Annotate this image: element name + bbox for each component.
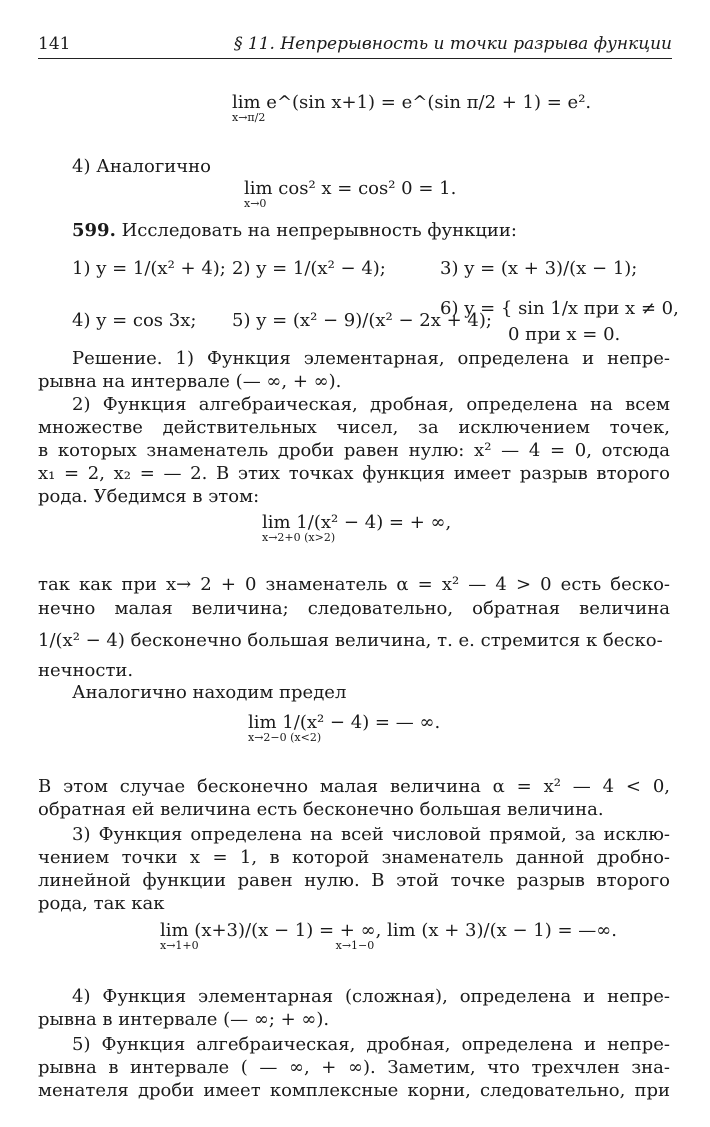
function-4: 4) y = cos 3x; [72, 310, 197, 331]
text-line: Решение. 1) Функция элементарная, определена и непре- [72, 348, 670, 369]
text-line: чением точки x = 1, в которой знаменатель данной дробно- [38, 847, 670, 868]
text-line: линейной функции равен нулю. В этой точке разрыв второго [38, 870, 670, 891]
header-rule [38, 58, 672, 59]
function-2: 2) y = 1/(x² − 4); [232, 258, 386, 279]
text-line: В этом случае бесконечно малая величина α = x² — 4 < 0, [38, 776, 670, 797]
function-6-case-1: 6) y = { sin 1/x при x ≠ 0, [440, 298, 679, 319]
text-line: рода. Убедимся в этом: [38, 486, 260, 507]
text-line: x₁ = 2, x₂ = — 2. В этих точках функция имеет разрыв второго [38, 463, 670, 484]
formula-limit-exp [232, 92, 591, 124]
text-line: рывна на интервале (— ∞, + ∞). [38, 371, 342, 392]
formula-subscript: x→π/2 [232, 111, 266, 124]
text-line: менателя дроби имеет комплексные корни, следовательно, при [38, 1080, 670, 1101]
text-line: нечности. [38, 660, 134, 681]
formula-subscript: x→2+0 (x>2) [262, 531, 336, 544]
formula-text: lim e^(sin x+1) = e^(sin π/2 + 1) = e². [232, 92, 592, 113]
function-3: 3) y = (x + 3)/(x − 1); [440, 258, 638, 279]
text-line: 3) Функция определена на всей числовой прямой, за исклю- [72, 824, 670, 845]
function-5: 5) y = (x² − 9)/(x² − 2x + 4); [232, 310, 492, 331]
text-line: рывна в интервале (— ∞; + ∞). [38, 1009, 330, 1030]
formula-text: lim 1/(x² − 4) = + ∞, [262, 512, 452, 533]
page-number: 141 [38, 34, 71, 54]
text-line: рода, так как [38, 893, 165, 914]
text-line: нечно малая величина; следовательно, обратная величина [38, 598, 670, 619]
formula-subscript: x→0 [244, 197, 267, 210]
running-header [38, 34, 672, 58]
running-title: § 11. Непрерывность и точки разрыва функции [234, 34, 672, 54]
text-line: 4) Аналогично [72, 156, 211, 177]
text-line: 2) Функция алгебраическая, дробная, определена на всем [72, 394, 670, 415]
text-line: так как при x→ 2 + 0 знаменатель α = x² — 4 > 0 есть беско- [38, 574, 670, 595]
function-6-case-2: 0 при x = 0. [508, 324, 621, 345]
function-1: 1) y = 1/(x² + 4); [72, 258, 226, 279]
formula-text: lim cos² x = cos² 0 = 1. [244, 178, 457, 199]
problem-statement [72, 222, 517, 240]
problem-text: Исследовать на непрерывность функции: [115, 220, 517, 241]
problem-number: 599. [72, 220, 116, 241]
text-line: Аналогично находим предел [72, 682, 347, 703]
formula-text: lim (x+3)/(x − 1) = + ∞, lim (x + 3)/(x − 1) = —∞. [160, 920, 617, 941]
text-line: 5) Функция алгебраическая, дробная, определена и непре- [72, 1034, 670, 1055]
formula-limit-left [248, 712, 440, 744]
formula-limit-right [262, 512, 451, 544]
text-line: множестве действительных чисел, за исключением точек, [38, 417, 670, 438]
formula-text: lim 1/(x² − 4) = — ∞. [248, 712, 441, 733]
text-line: в которых знаменатель дроби равен нулю: x² — 4 = 0, отсюда [38, 440, 670, 461]
text-line: обратная ей величина есть бесконечно большая величина. [38, 799, 604, 820]
formula-subscript: x→1−0 [335, 939, 375, 952]
formula-subscript: x→2−0 (x<2) [248, 731, 322, 744]
text-line: 1/(x² − 4) бесконечно большая величина, т. е. стремится к беско- [38, 630, 663, 651]
formula-subscript: x→1+0 [160, 939, 199, 952]
formula-limit-cos [244, 178, 456, 210]
text-line: рывна в интервале ( — ∞, + ∞). Заметим, что трехчлен зна- [38, 1057, 670, 1078]
text-line: 4) Функция элементарная (сложная), определена и непре- [72, 986, 670, 1007]
formula-limits-pair [160, 920, 617, 952]
